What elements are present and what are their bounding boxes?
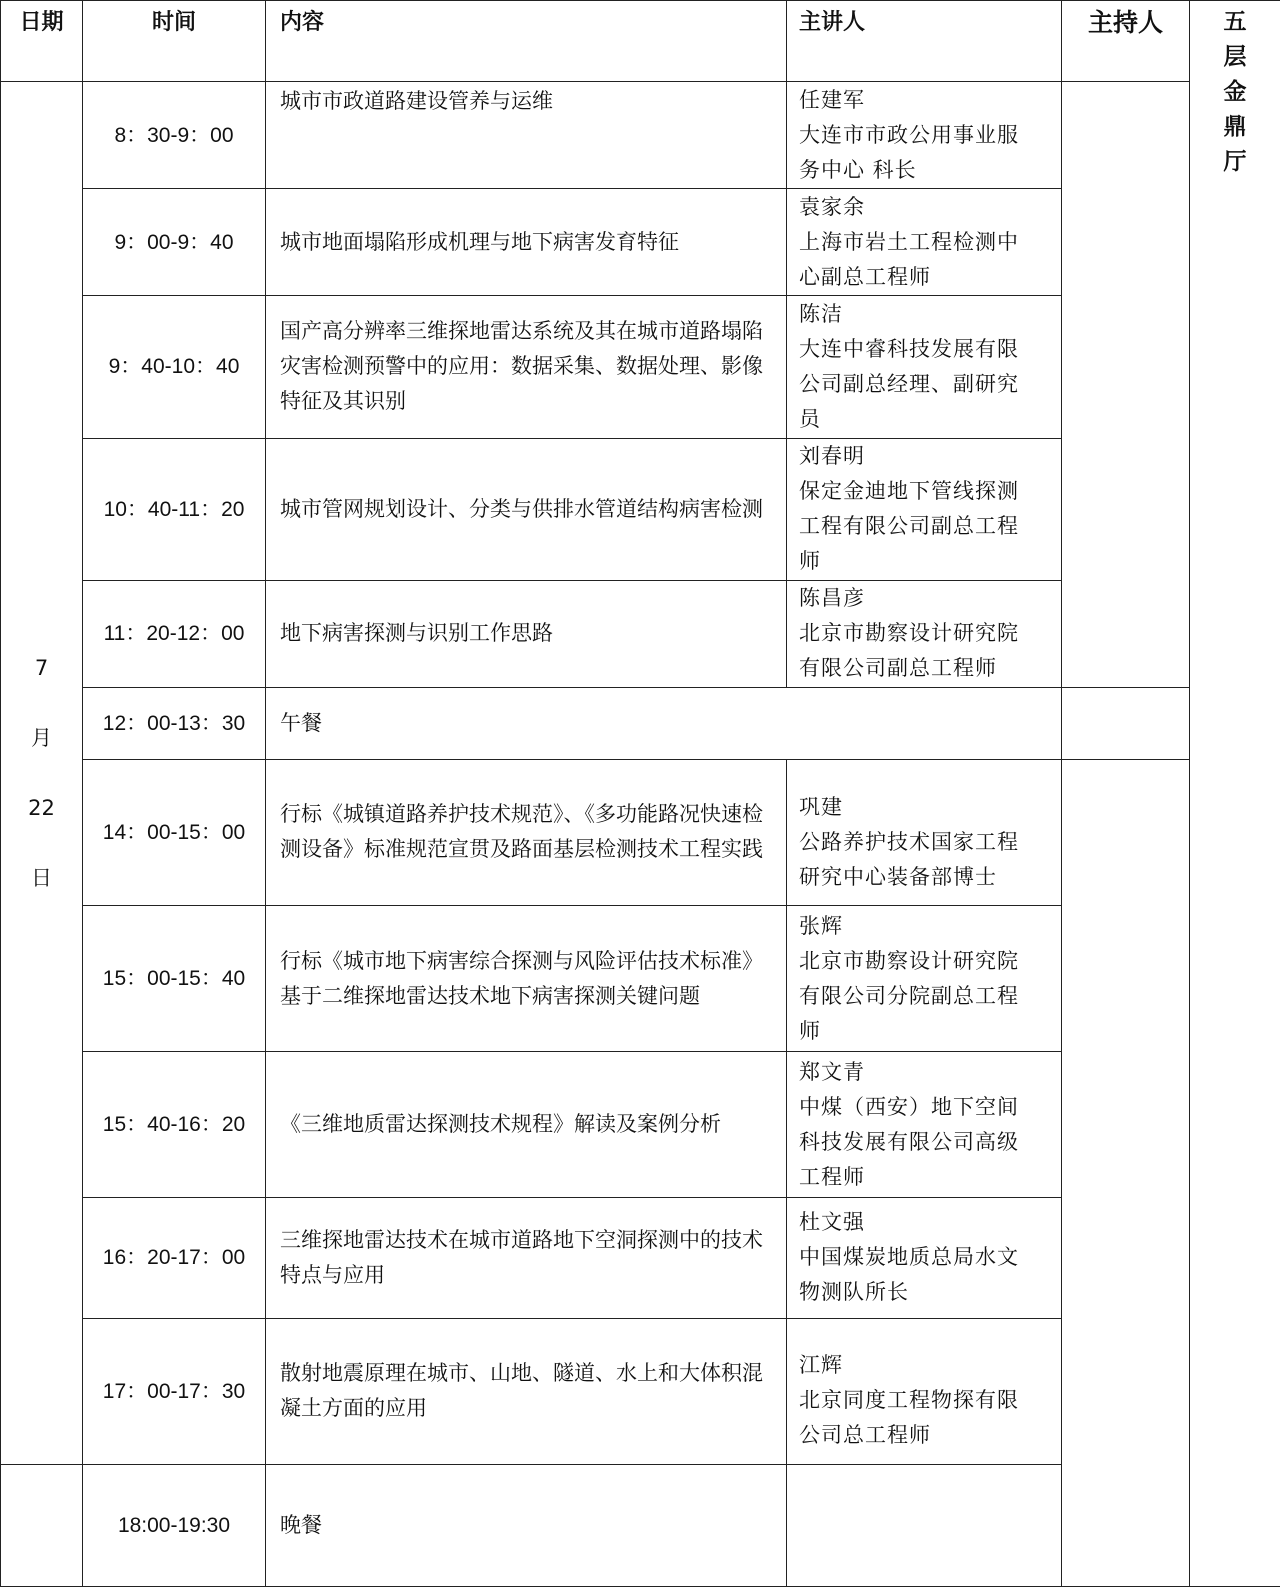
speaker-title: 大连市市政公用事业服 — [799, 122, 1019, 147]
table-row — [1, 687, 1280, 759]
venue-cell — [1190, 1, 1280, 1587]
content-cell: 三维探地雷达技术在城市道路地下空洞探测中的技术特点与应用 — [266, 1198, 787, 1318]
speaker-title: 科技发展有限公司高级 — [799, 1129, 1019, 1154]
speaker-name: 袁家余 — [799, 194, 865, 219]
time-cell: 14：00-15：00 — [83, 759, 266, 905]
header-speaker: 主讲人 — [787, 1, 1062, 82]
speaker-name: 杜文强 — [799, 1210, 865, 1235]
speaker-name: 陈昌彦 — [799, 586, 865, 611]
content-cell: 行标《城镇道路养护技术规范》、《多功能路况快速检测设备》标准规范宣贯及路面基层检测技术工程实践 — [266, 759, 787, 905]
speaker-name: 郑文青 — [799, 1059, 865, 1084]
speaker-cell — [787, 82, 1062, 189]
speaker-title: 中煤（西安）地下空间 — [799, 1094, 1019, 1119]
date-cell — [1, 82, 83, 1465]
speaker-title: 务中心 科长 — [799, 157, 917, 182]
header-content: 内容 — [266, 1, 787, 82]
speaker-title: 师 — [799, 1018, 821, 1043]
speaker-cell — [787, 1318, 1062, 1464]
speaker-cell — [787, 1052, 1062, 1198]
speaker-cell — [787, 189, 1062, 296]
speaker-title: 北京市勘察设计研究院 — [799, 948, 1019, 973]
table-row — [1, 759, 1280, 905]
speaker-title: 员 — [799, 406, 821, 431]
speaker-title: 上海市岩土工程检测中 — [799, 229, 1019, 254]
time-cell: 10：40-11：20 — [83, 438, 266, 580]
time-cell: 17：00-17：30 — [83, 1318, 266, 1464]
venue-char: 厅 — [1223, 149, 1247, 175]
content-cell: 城市市政道路建设管养与运维 — [266, 82, 787, 189]
speaker-title: 北京同度工程物探有限 — [799, 1387, 1019, 1412]
content-cell: 城市地面塌陷形成机理与地下病害发育特征 — [266, 189, 787, 296]
speaker-cell — [787, 438, 1062, 580]
content-cell: 午餐 — [266, 687, 1062, 759]
speaker-cell — [787, 580, 1062, 687]
time-cell: 18:00-19:30 — [83, 1464, 266, 1586]
speaker-cell — [787, 906, 1062, 1052]
speaker-name: 江辉 — [799, 1352, 843, 1377]
speaker-name: 刘春明 — [799, 444, 865, 469]
date-part: 22 — [28, 795, 55, 820]
speaker-cell — [787, 1198, 1062, 1318]
speaker-title: 大连中睿科技发展有限 — [799, 336, 1019, 361]
host-cell — [1062, 82, 1190, 688]
speaker-name: 陈洁 — [799, 301, 843, 326]
date-part: 月 — [31, 725, 52, 750]
time-cell: 15：40-16：20 — [83, 1052, 266, 1198]
date-cell-empty — [1, 1464, 83, 1586]
speaker-title: 工程师 — [799, 1164, 865, 1189]
host-cell — [1062, 687, 1190, 759]
content-cell: 《三维地质雷达探测技术规程》解读及案例分析 — [266, 1052, 787, 1198]
date-part: 日 — [31, 865, 52, 890]
venue-char: 五 — [1223, 9, 1247, 35]
content-cell: 地下病害探测与识别工作思路 — [266, 580, 787, 687]
header-row — [1, 1, 1280, 82]
header-host: 主持人 — [1062, 1, 1190, 82]
speaker-name: 张辉 — [799, 913, 843, 938]
time-cell: 8：30-9：00 — [83, 82, 266, 189]
venue-char: 鼎 — [1223, 114, 1247, 140]
content-cell: 散射地震原理在城市、山地、隧道、水上和大体积混凝土方面的应用 — [266, 1318, 787, 1464]
speaker-title: 公路养护技术国家工程 — [799, 829, 1019, 854]
speaker-cell — [787, 296, 1062, 438]
speaker-title: 物测队所长 — [799, 1280, 909, 1305]
speaker-title: 师 — [799, 549, 821, 574]
content-cell: 晚餐 — [266, 1464, 787, 1586]
venue-char: 层 — [1223, 44, 1247, 70]
host-cell — [1062, 759, 1190, 1586]
speaker-cell-empty — [787, 1464, 1062, 1586]
time-cell: 15：00-15：40 — [83, 906, 266, 1052]
speaker-name: 巩建 — [799, 794, 843, 819]
speaker-cell — [787, 759, 1062, 905]
speaker-title: 有限公司分院副总工程 — [799, 983, 1019, 1008]
table-row — [1, 82, 1280, 189]
speaker-title: 保定金迪地下管线探测 — [799, 479, 1019, 504]
time-cell: 9：00-9：40 — [83, 189, 266, 296]
speaker-title: 中国煤炭地质总局水文 — [799, 1245, 1019, 1270]
content-cell: 城市管网规划设计、分类与供排水管道结构病害检测 — [266, 438, 787, 580]
speaker-title: 公司总工程师 — [799, 1422, 931, 1447]
speaker-title: 北京市勘察设计研究院 — [799, 621, 1019, 646]
speaker-title: 公司副总经理、副研究 — [799, 371, 1019, 396]
header-date: 日期 — [1, 1, 83, 82]
speaker-title: 工程有限公司副总工程 — [799, 514, 1019, 539]
venue-char: 金 — [1223, 79, 1247, 105]
speaker-name: 任建军 — [799, 87, 865, 112]
speaker-title: 有限公司副总工程师 — [799, 656, 997, 681]
content-cell: 国产高分辨率三维探地雷达系统及其在城市道路塌陷灾害检测预警中的应用：数据采集、数据处理、影像特征及其识别 — [266, 296, 787, 438]
speaker-title: 研究中心装备部博士 — [799, 864, 997, 889]
content-cell: 行标《城市地下病害综合探测与风险评估技术标准》基于二维探地雷达技术地下病害探测关键问题 — [266, 906, 787, 1052]
time-cell: 16：20-17：00 — [83, 1198, 266, 1318]
date-part: 7 — [34, 655, 49, 680]
header-time: 时间 — [83, 1, 266, 82]
time-cell: 11：20-12：00 — [83, 580, 266, 687]
time-cell: 9：40-10：40 — [83, 296, 266, 438]
time-cell: 12：00-13：30 — [83, 687, 266, 759]
speaker-title: 心副总工程师 — [799, 264, 931, 289]
